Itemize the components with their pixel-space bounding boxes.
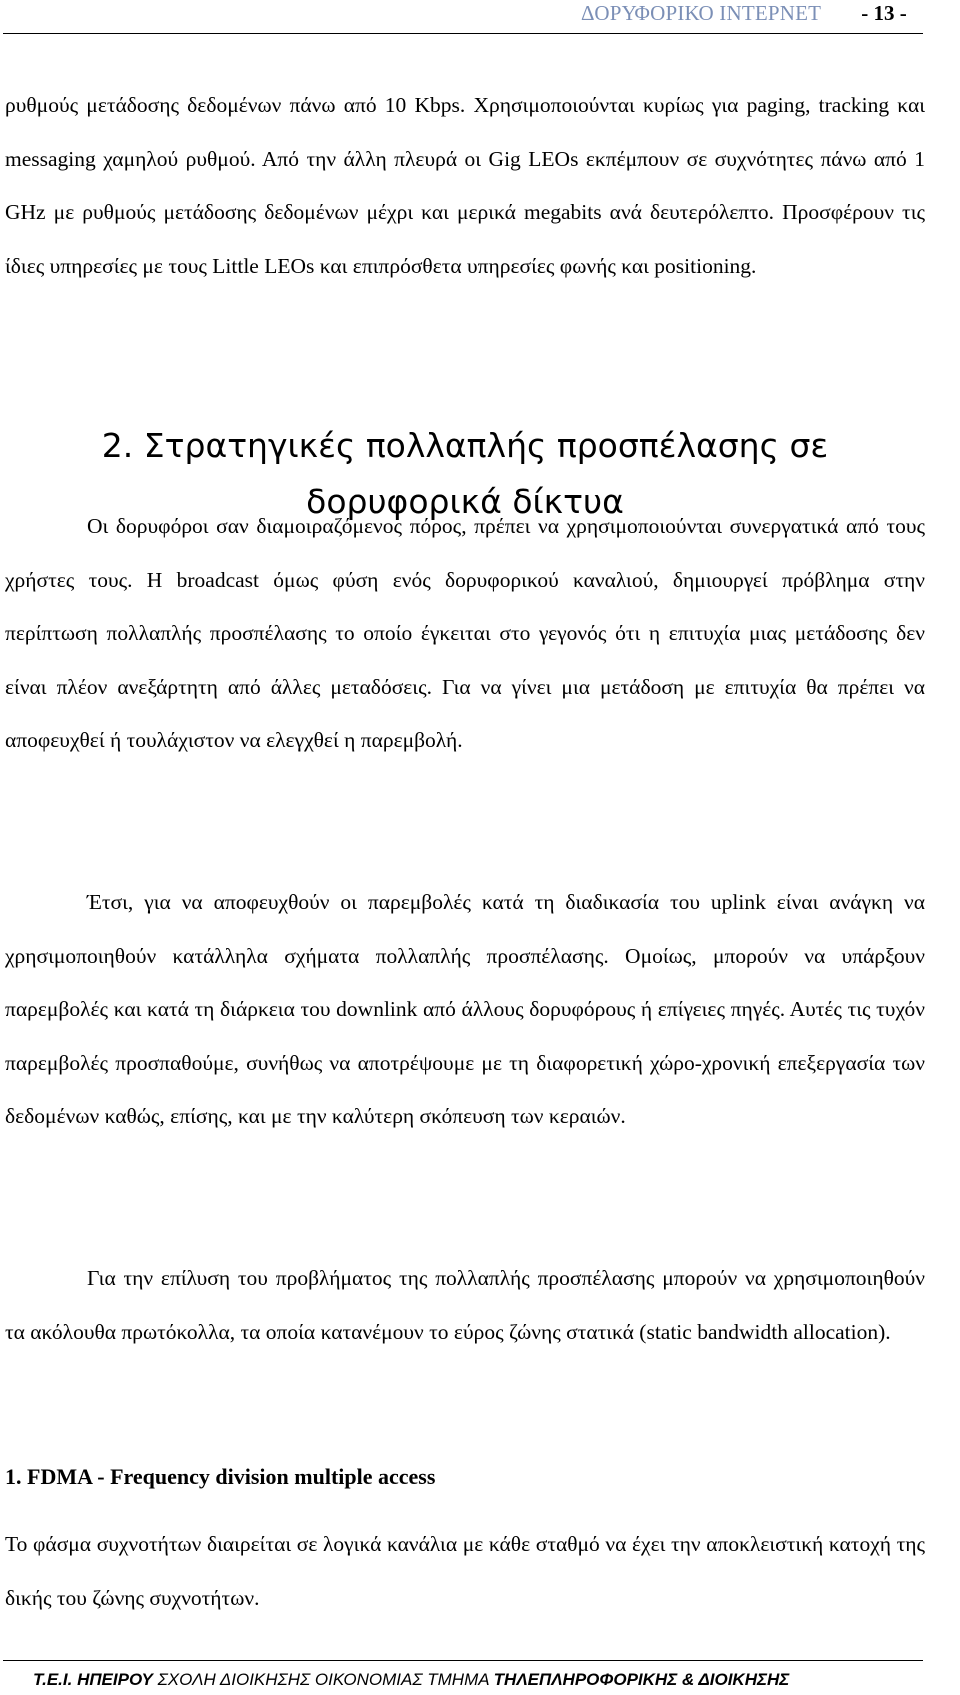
section-heading-line2: δορυφορικά δίκτυα <box>306 482 624 521</box>
page-footer <box>33 1669 789 1691</box>
paragraph-fdma: Το φάσμα συχνοτήτων διαιρείται σε λογικά κανάλια με κάθε σταθμό να έχει την αποκλειστική κατοχή της δικής του ζώνης συχνοτήτων. <box>5 1532 925 1610</box>
header-divider <box>3 33 923 34</box>
footer-institution: T.E.I. ΗΠΕΙΡΟΥ <box>33 1670 153 1689</box>
paragraph-interference: Έτσι, για να αποφευχθούν οι παρεμβολές κατά τη διαδικασία του uplink είναι ανάγκη να χρησιμοποιηθούν κατάλληλα σχήματα πολλαπλής προσπέλασης. Ομοίως, μπορούν να υπάρξουν παρεμβολές και κατά τη διάρκεια του downlink από άλλους δορυφόρους ή επίγειες πηγές. Αυτές τις τυχόν παρεμβολές προσπαθούμε, συνήθως να αποτρέψουμε με τη διαφορετική χώρο-χρονική επεξεργασία των δεδομένων καθώς, επίσης, και με την καλύτερη σκόπευση των κεραιών. <box>5 890 926 1129</box>
footer-department: ΤΗΛΕΠΛΗΡΟΦΟΡΙΚΗΣ & ΔΙΟΙΚΗΣΗΣ <box>493 1670 790 1689</box>
footer-school: ΣΧΟΛΗ ΔΙΟΙΚΗΣΗΣ ΟΙΚΟΝΟΜΙΑΣ ΤΜΗΜΑ <box>152 1670 494 1689</box>
fdma-heading: 1. FDMA - Frequency division multiple access <box>5 1464 436 1489</box>
page-header <box>0 0 960 40</box>
page-number: - 13 - <box>856 1 907 25</box>
header-title: ΔΟΡΥΦΟΡΙΚΟ ΙΝΤΕΡΝΕΤ <box>581 1 822 25</box>
paragraph-shared-resource: Οι δορυφόροι σαν διαμοιραζόμενος πόρος, πρέπει να χρησιμοποιούνται συνεργατικά από τους χρήστες τους. Η broadcast όμως φύση ενός δορυφορικού καναλιού, δημιουργεί πρόβλημα στην περίπτωση πολλαπλής προσπέλασης το οποίο έγκειται στο γεγονός ότι η επιτυχία μιας μετάδοσης δεν είναι πλέον ανεξάρτητη από άλλες μεταδόσεις. Για να γίνει μια μετάδοση με επιτυχία θα πρέπει να αποφευχθεί ή τουλάχιστον να ελεγχθεί η παρεμβολή. <box>5 514 925 753</box>
footer-divider <box>3 1660 923 1661</box>
paragraph-gig-leos: ρυθμούς μετάδοσης δεδομένων πάνω από 10 Kbps. Χρησιμοποιούνται κυρίως για paging, tracking και messaging χαμηλού ρυθμού. Από την άλλη πλευρά οι Gig LEOs εκπέμπουν σε συχνότητες πάνω από 1 GHz με ρυθμούς μετάδοσης δεδομένων μέχρι και μερικά megabits ανά δευτερόλεπτο. Προσφέρουν τις ίδιες υπηρεσίες με τους Little LEOs και επιπρόσθετα υπηρεσίες φωνής και positioning. <box>5 93 925 278</box>
section-heading-line1: 2. Στρατηγικές πολλαπλής προσπέλασης σε <box>101 426 829 465</box>
paragraph-protocols: Για την επίλυση του προβλήματος της πολλαπλής προσπέλασης μπορούν να χρησιμοποιηθούν τα ακόλουθα πρωτόκολλα, τα οποία κατανέμουν το εύρος ζώνης στατικά (static bandwidth allocation). <box>5 1266 925 1344</box>
